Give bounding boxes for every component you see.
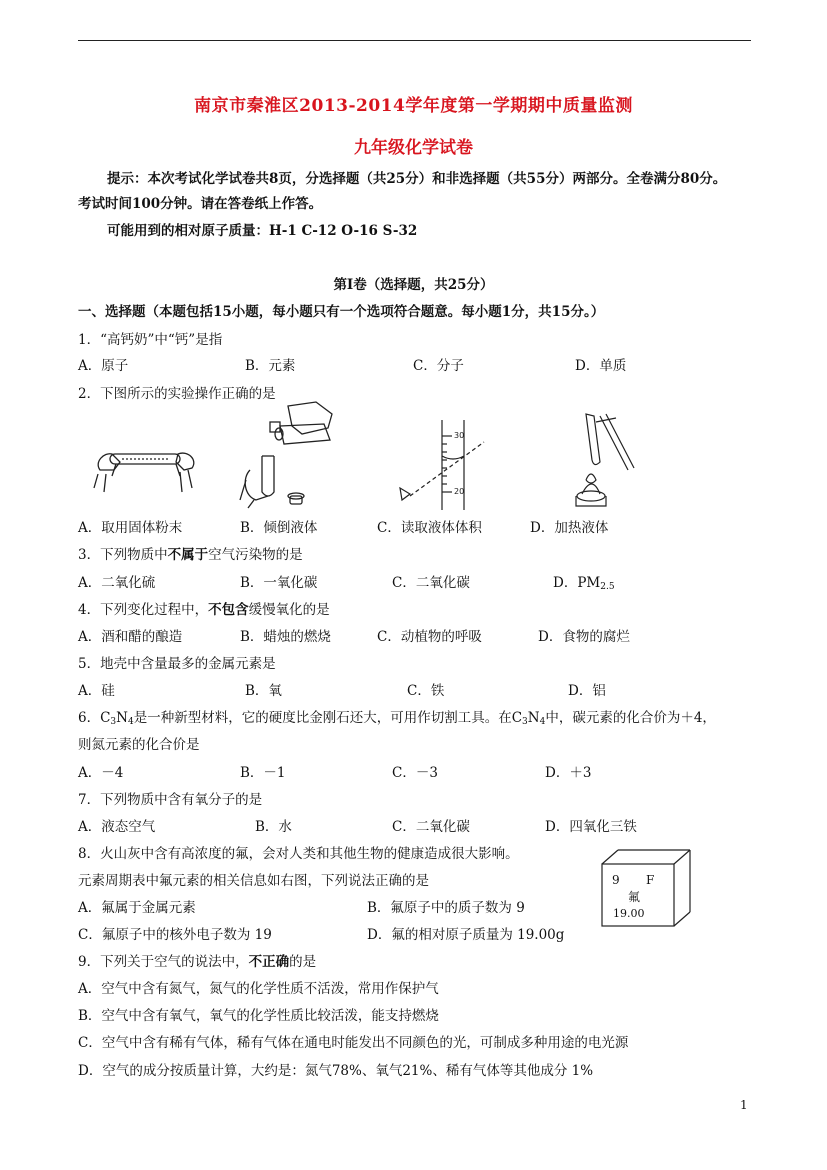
q2-option-d: D．加热液体 [530,520,609,536]
q4-option-c: C．动植物的呼吸 [377,629,482,645]
q5-option-c: C．铁 [407,683,445,699]
section-heading: 一、选择题（本题包括15小题，每小题只有一个选项符合题意。每小题1分，共15分。） [78,304,605,320]
q1-stem: 1．“高钙奶”中“钙”是指 [78,332,223,348]
q4-option-d: D．食物的腐烂 [538,629,630,645]
q1-option-a: A．原子 [78,358,129,374]
element-name: 氟 [628,890,641,904]
q5-option-a: A．硅 [78,683,115,699]
element-number: 9 [612,873,620,887]
q9-option-a: A．空气中含有氮气，氮气的化学性质不活泼，常用作保护气 [78,981,439,997]
q9-stem-emphasis: 不正确 [248,954,290,970]
q2-option-b: B．倾倒液体 [240,520,318,536]
q2-option-c: C．读取液体体积 [377,520,482,536]
q9-option-c: C．空气中含有稀有气体，稀有气体在通电时能发出不同颜色的光，可制成多种用途的电光源 [78,1035,629,1051]
q4-option-a: A．酒和醋的酿造 [78,629,183,645]
q3-option-d: D．$PM_{2.5}$ [553,575,615,592]
notice-line-2: 考试时间100分钟。请在答卷纸上作答。 [78,196,323,212]
cylinder-tick-30: 30 [454,431,465,440]
q4-stem-emphasis: 不包含 [208,602,249,618]
q7-option-b: B．水 [255,819,292,835]
element-mass: 19.00 [613,907,645,920]
cylinder-tick-20: 20 [454,487,465,496]
q8-stem: 8．火山灰中含有高浓度的氟，会对人类和其他生物的健康造成很大影响。 [78,846,519,862]
q2-option-a: A．取用固体粉末 [78,520,183,536]
q3-option-c: C．二氧化碳 [392,575,470,591]
exam-subtitle: 九年级化学试卷 [354,138,473,158]
q7-stem: 7．下列物质中含有氧分子的是 [78,792,263,808]
figure-heat-liquid [556,410,656,510]
q4-option-b: B．蜡烛的燃烧 [240,629,331,645]
q7-option-d: D．四氧化三铁 [545,819,637,835]
q8-option-b: B．氟原子中的质子数为 9 [367,900,525,916]
page-number: 1 [740,1098,748,1112]
q2-stem: 2．下图所示的实验操作正确的是 [78,386,276,402]
q3-option-a: A．二氧化硫 [78,575,156,591]
exam-title: 南京市秦淮区2013-2014学年度第一学期期中质量监测 [194,96,633,116]
q4-stem: 4．下列变化过程中，不包含缓慢氧化的是 [78,602,330,618]
q9-option-d: D．空气的成分按质量计算，大约是：氮气78%、氧气21%、稀有气体等其他成分 1% [78,1063,594,1079]
q1-option-b: B．元素 [245,358,296,374]
q9-stem: 9．下列关于空气的说法中，不正确的是 [78,954,317,970]
q9-option-b: B．空气中含有氧气，氧气的化学性质比较活泼，能支持燃烧 [78,1008,439,1024]
q7-option-c: C．二氧化碳 [392,819,470,835]
q8-option-d: D．氟的相对原子质量为 19.00g [367,927,565,943]
periodic-table-cell [600,848,692,928]
element-symbol: F [646,873,655,887]
q5-stem: 5．地壳中含量最多的金属元素是 [78,656,276,672]
q6-option-b: B．－1 [240,765,286,781]
q1-option-d: D．单质 [575,358,627,374]
q3-stem-emphasis: 不属于 [167,547,209,563]
q1-option-c: C．分子 [413,358,464,374]
q3-stem: 3．下列物质中不属于空气污染物的是 [78,547,303,563]
q8-option-a: A．氟属于金属元素 [78,900,196,916]
notice-line-1: 提示：本次考试化学试卷共8页，分选择题（共25分）和非选择题（共55分）两部分。全卷满分80分。 [107,171,727,187]
q7-option-a: A．液态空气 [78,819,156,835]
q3-option-b: B．一氧化碳 [240,575,318,591]
q6-stem: 6．$C_3N_4$是一种新型材料，它的硬度比金刚石还大，可用作切割工具。在$C_3N_4$中，碳元素的化合价为＋4， [78,710,716,727]
q6-option-c: C．－3 [392,765,438,781]
q6-stem-line2: 则氮元素的化合价是 [78,737,200,753]
q6-option-a: A．－4 [78,765,124,781]
figure-read-volume [392,416,492,512]
q5-option-b: B．氧 [245,683,282,699]
q8-stem-line2: 元素周期表中氟元素的相关信息如右图，下列说法正确的是 [78,873,429,889]
part1-heading: 第Ⅰ卷（选择题，共25分） [333,277,494,293]
q6-option-d: D．＋3 [545,765,592,781]
header-rule [78,40,751,41]
atomic-mass-line: 可能用到的相对原子质量：H-1 C-12 O-16 S-32 [107,223,418,239]
q8-option-c: C．氟原子中的核外电子数为 19 [78,927,272,943]
figure-pour-liquid [232,400,342,512]
q5-option-d: D．铝 [568,683,606,699]
figure-solid-powder [92,440,202,500]
